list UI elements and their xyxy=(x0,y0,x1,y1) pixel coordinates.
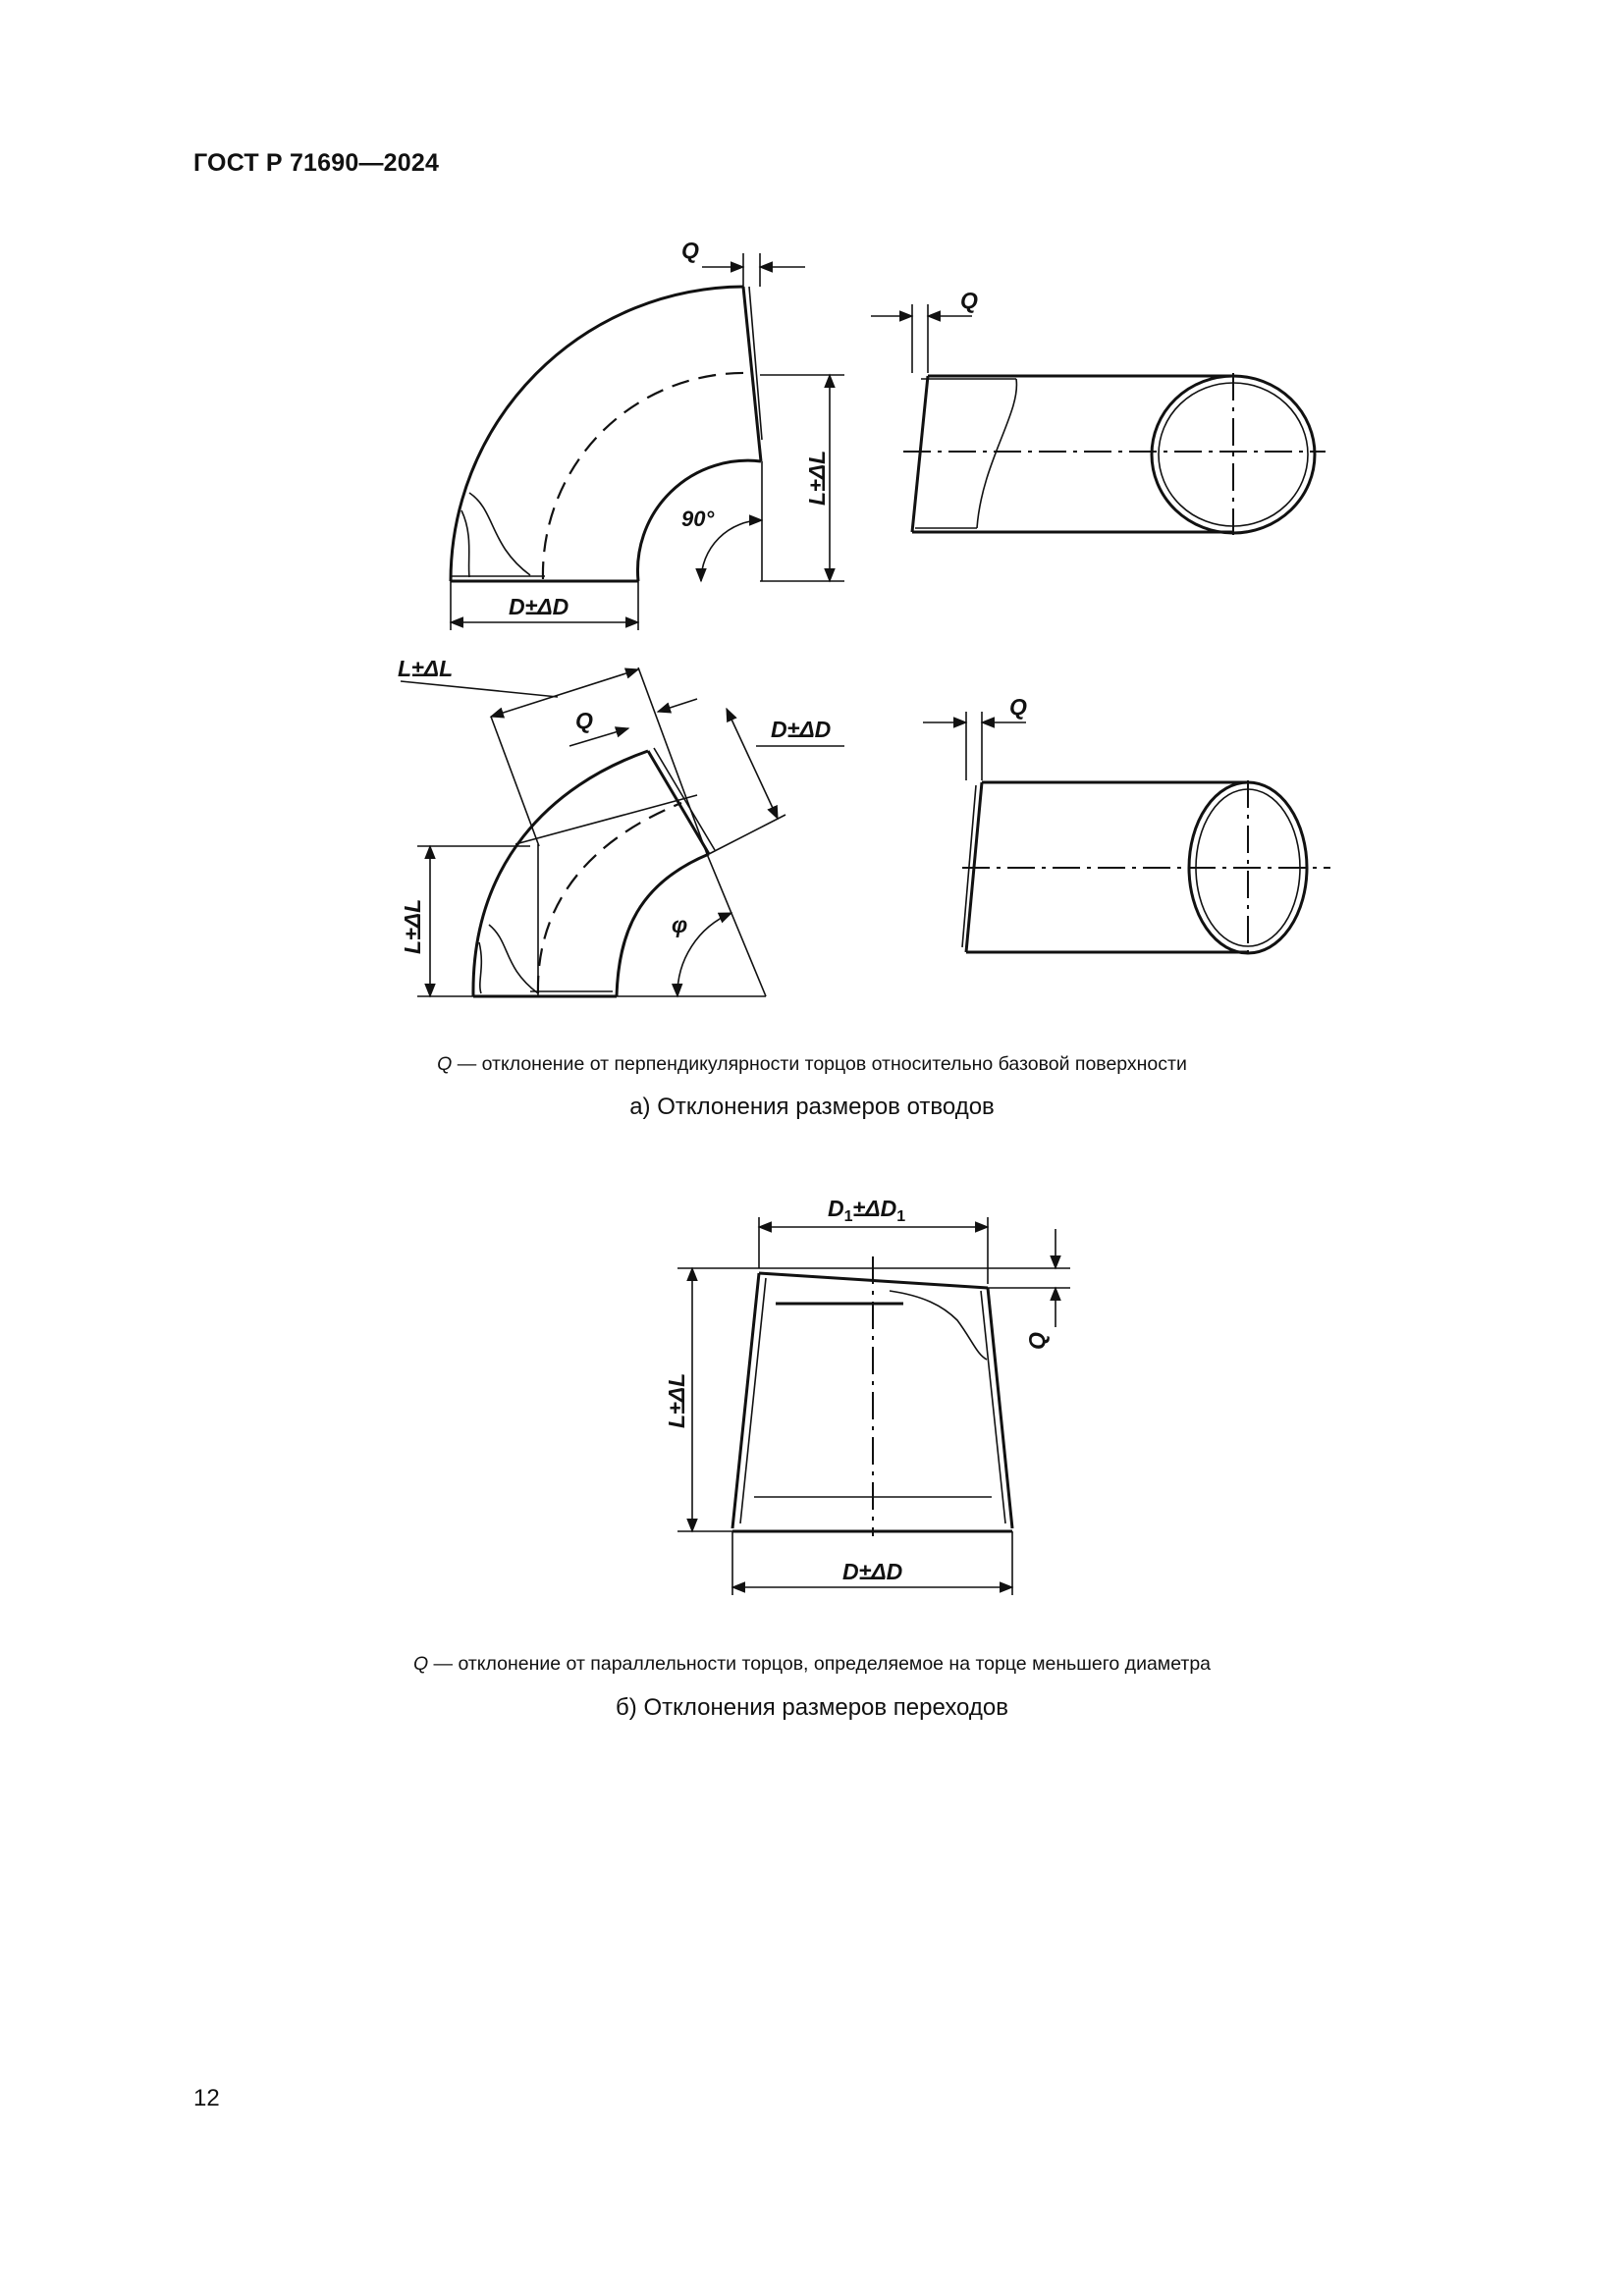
figure-a-note xyxy=(0,1053,1624,1076)
pipe-top-q-label: Q xyxy=(960,288,978,313)
reducer-view xyxy=(677,1217,1070,1595)
figure-b-note-text: — отклонение от параллельности торцов, определяемое на торце меньшего диаметра xyxy=(428,1653,1212,1675)
elbow-angle-q-label: Q xyxy=(575,708,593,733)
reducer-l-label: L±ΔL xyxy=(664,1372,689,1428)
figure-a-note-symbol: Q xyxy=(437,1053,453,1075)
figure-b-title: б) Отклонения размеров переходов xyxy=(616,1694,1008,1721)
pipe-bottom-q-label: Q xyxy=(1009,694,1027,720)
elbow-angle-l-vertical-label: L±ΔL xyxy=(400,898,425,954)
elbow90-q-label: Q xyxy=(681,238,699,263)
figure-a-note-text: — отклонение от перпендикулярности торцов относительно базовой поверхности xyxy=(452,1053,1187,1075)
reducer-d-label: D±ΔD xyxy=(842,1559,903,1584)
angle-phi-label: φ xyxy=(672,912,688,937)
figure-b-drawing xyxy=(0,1158,1624,1629)
reducer-d1-label: $D_1\pm\Delta D_1$ xyxy=(828,1196,906,1225)
elbow90-l-label: L±ΔL xyxy=(804,450,830,506)
elbow-angle-l-inclined-label: L±ΔL xyxy=(398,656,454,681)
document-header: ГОСТ Р 71690—2024 xyxy=(193,149,440,177)
reducer-q-label: Q xyxy=(1024,1332,1050,1350)
pipe-end-view-top xyxy=(871,304,1326,535)
pipe-end-view-bottom xyxy=(923,712,1330,955)
elbow-90-view xyxy=(451,253,844,630)
figure-b-note-symbol: Q xyxy=(412,1653,429,1675)
figure-a-title: а) Отклонения размеров отводов xyxy=(629,1094,995,1120)
figure-a-drawing xyxy=(0,0,1624,1041)
angle-90-label: 90° xyxy=(681,507,715,531)
elbow90-d-label: D±ΔD xyxy=(509,594,569,619)
elbow-angle-d-label: D±ΔD xyxy=(771,717,832,742)
page-number: 12 xyxy=(193,2085,220,2111)
figure-b-note xyxy=(0,1653,1624,1676)
